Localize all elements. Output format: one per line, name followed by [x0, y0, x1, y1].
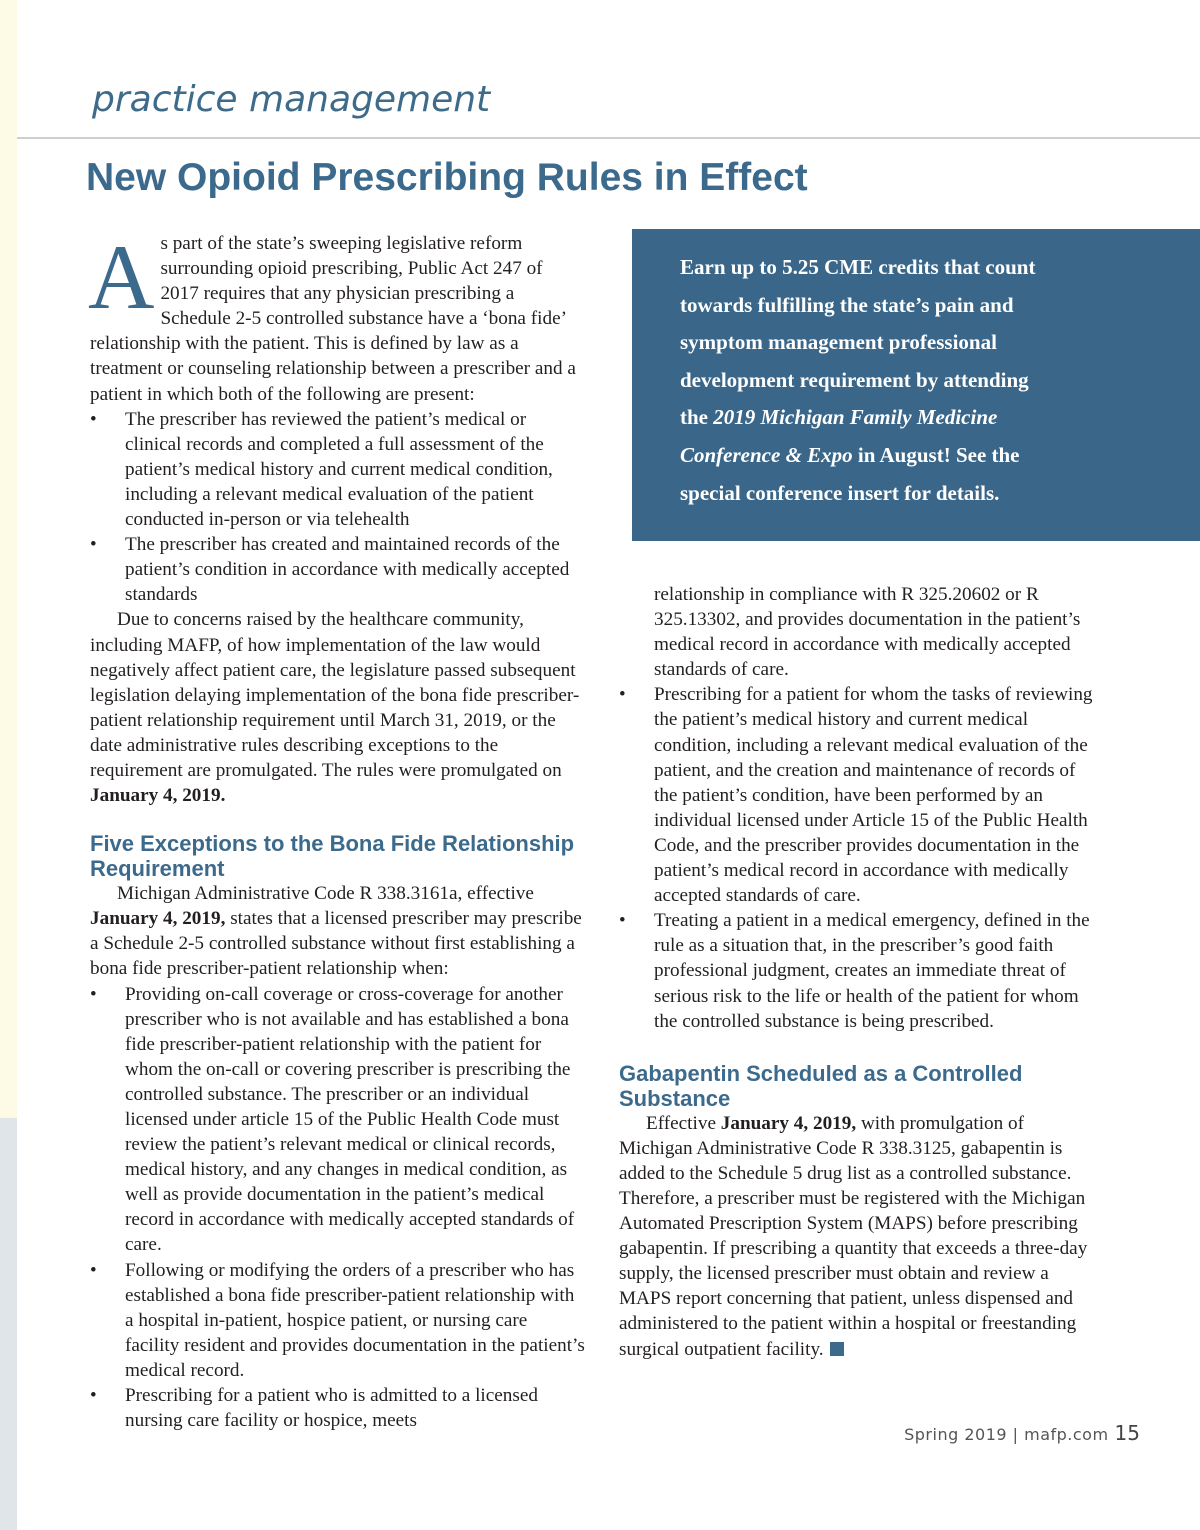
intro-text: s part of the state’s sweeping legislative reform surrounding opioid prescribing, Public Act 247 of 2017 requires that any physician prescribing a Schedule 2-5 controlled substance have a ‘bona fide’ relationship with the patient. This is defined by law as a treatment or counseling relationship between a prescriber and a patient in which both of the following are present: [90, 233, 576, 405]
list-item-continued: relationship in compliance with R 325.20602 or R 325.13302, and provides documentation in the patient’s medical record in accordance with medically accepted standards of care. [654, 584, 1081, 681]
list-item: • The prescriber has reviewed the patient’s medical or clinical records and completed a full assessment of the patient’s medical history and current medical condition, including a relevant medical evaluation of the patient conducted in-person or via telehealth [90, 407, 585, 532]
gabapentin-heading: Gabapentin Scheduled as a Controlled Substance [619, 1060, 1023, 1111]
date-emphasis: January 4, 2019, [90, 908, 226, 930]
gabapentin-paragraph: Effective January 4, 2019, with promulgation of Michigan Administrative Code R 338.3125, gabapentin is added to the Schedule 5 drug list as a controlled substance. Therefore, a prescriber must be registered with the Michigan Automated Prescription System (MAPS) before prescribing gabapentin. If prescribing a quantity that exceeds a three-day supply, the licensed prescriber must obtain and review a MAPS report concerning that patient, unless dispensed and administered to the patient within a hospital or freestanding surgical outpatient facility. [619, 1112, 1088, 1360]
conference-name: 2019 Michigan Family Medicine Conference & Expo [680, 405, 998, 467]
exceptions-lead-paragraph: Michigan Administrative Code R 338.3161a, effective January 4, 2019, states that a licensed prescriber may prescribe a Schedule 2-5 controlled substance without first establishing a bona fide prescriber-patient relationship when: [90, 883, 582, 980]
page-edge-tint-bottom [0, 1118, 17, 1530]
list-item: • Providing on-call coverage or cross-coverage for another prescriber who is not available and has established a bona fide prescriber-patient relationship with the patient for whom the on-call or covering prescriber is prescribing the controlled substance. The prescriber or an individual licensed under article 15 of the Public Health Code must review the patient’s relevant medical or clinical records, medical history, and any changes in medical condition, as well as provide documentation in the patient’s medical record in accordance with medically accepted standards of care. [90, 982, 585, 1258]
intro-bullet-list [90, 407, 585, 608]
drop-cap: A [88, 226, 155, 328]
callout-text: Earn up to 5.25 CME credits that count towards fulfilling the state’s pain and symptom management professional development requirement by attending the 2019 Michigan Family Medicine Conference & Expo in August! See the special conference insert for details. [680, 255, 1036, 505]
section-label: practice management [92, 79, 491, 120]
issue-label: Spring 2019 | mafp.com [904, 1425, 1109, 1444]
date-emphasis: January 4, 2019, [720, 1112, 857, 1134]
exceptions-bullet-list-continued [619, 682, 1099, 1033]
list-item: • The prescriber has created and maintained records of the patient’s condition in accordance with medically accepted standards [90, 532, 585, 607]
left-column [88, 226, 585, 1433]
list-item: • Treating a patient in a medical emergency, defined in the rule as a situation that, in the prescriber’s good faith professional judgment, creates an immediate threat of serious risk to the life or health of the patient for whom the controlled substance is being prescribed. [619, 908, 1099, 1033]
date-emphasis: January 4, 2019. [90, 785, 226, 807]
page-number: 15 [1114, 1421, 1140, 1445]
exceptions-bullet-list [90, 982, 585, 1434]
concerns-paragraph: Due to concerns raised by the healthcare community, including MAFP, of how implementation of the law would negatively affect patient care, the legislature passed subsequent legislation delaying implementation of the bona fide prescriber-patient relationship requirement until March 31, 2019, or the date administrative rules describing exceptions to the requirement are promulgated. The rules were promulgated on January 4, 2019. [90, 609, 580, 807]
continued-bullet [619, 582, 1099, 682]
right-column [619, 582, 1099, 1362]
intro-paragraph [88, 226, 585, 407]
exceptions-heading: Five Exceptions to the Bona Fide Relationship Requirement [90, 831, 575, 882]
page-edge-tint-top [0, 0, 17, 1118]
cme-callout-box [632, 229, 1200, 541]
list-item: • Following or modifying the orders of a prescriber who has established a bona fide prescriber-patient relationship with a hospital in-patient, hospice patient, or nursing care facility resident and provides documentation in the patient’s medical record. [90, 1258, 585, 1383]
header-rule [17, 137, 1200, 139]
list-item: • Prescribing for a patient for whom the tasks of reviewing the patient’s medical history and current medical condition, including a relevant medical evaluation of the patient, and the creation and maintenance of records of the patient’s condition, have been performed by an individual licensed under Article 15 of the Public Health Code, and the prescriber provides documentation in the patient’s medical record in accordance with medically accepted standards of care. [619, 682, 1099, 908]
page-footer [904, 1421, 1140, 1445]
article-title: New Opioid Prescribing Rules in Effect [86, 156, 808, 199]
list-item: • Prescribing for a patient who is admitted to a licensed nursing care facility or hospice, meets [90, 1383, 585, 1433]
end-of-article-mark [830, 1342, 844, 1356]
